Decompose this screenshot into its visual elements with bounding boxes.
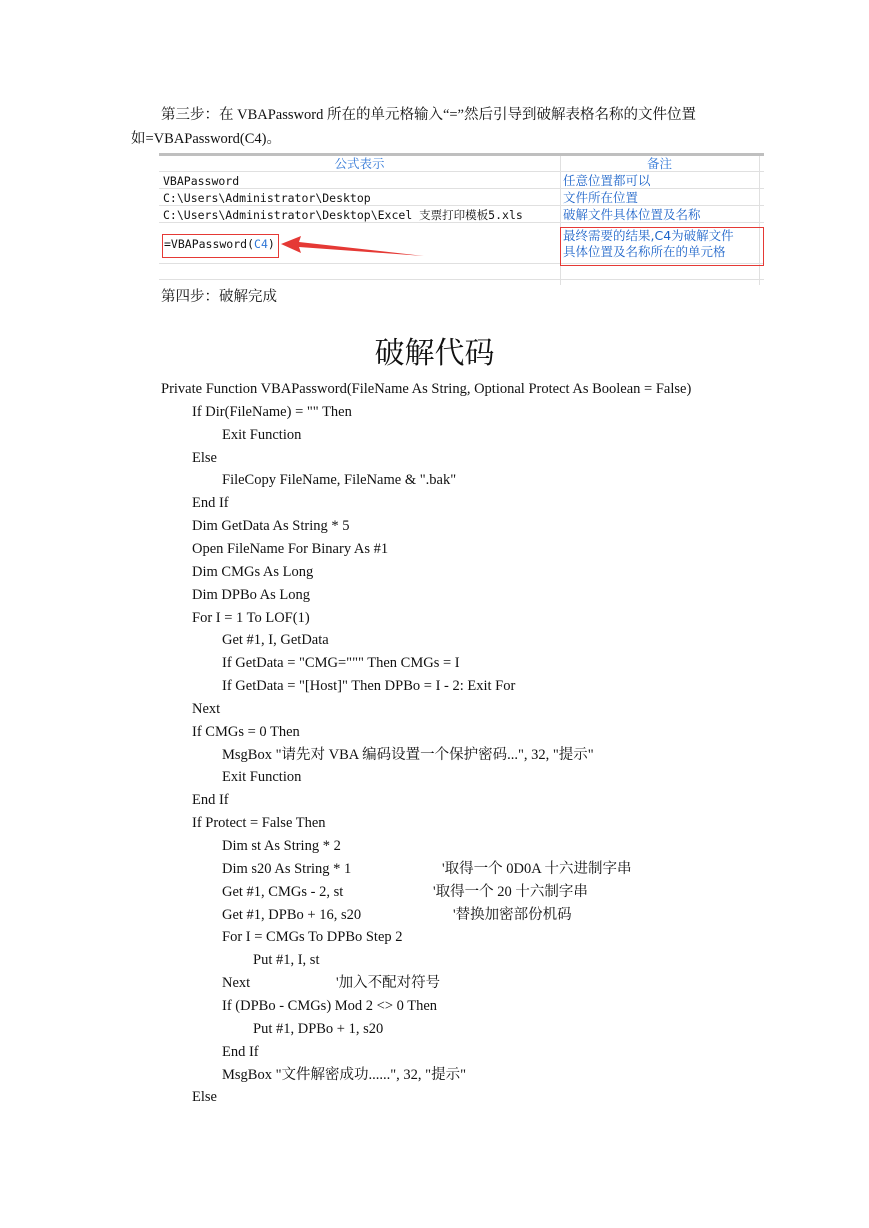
code-line: Dim CMGs As Long: [192, 563, 314, 580]
code-line: Else: [192, 449, 217, 466]
code-line: For I = CMGs To DPBo Step 2: [222, 929, 403, 946]
code-line: End If: [192, 792, 229, 809]
formula-suffix: ): [267, 237, 275, 251]
sheet-cell-formula-1: VBAPassword: [163, 174, 240, 188]
sheet-cell-formula-3: C:\Users\Administrator\Desktop\Excel 支票打印模板5.xls: [163, 208, 523, 222]
code-line: Put #1, I, st: [253, 952, 320, 969]
code-comment: '替换加密部份机码: [453, 906, 572, 923]
sheet-cell-note-final-line2: 具体位置及名称所在的单元格: [563, 244, 726, 259]
code-line: Exit Function: [222, 426, 302, 443]
code-line: Private Function VBAPassword(FileName As String, Optional Protect As Boolean = False): [161, 381, 692, 397]
code-line: End If: [222, 1043, 259, 1060]
sheet-header-formula: 公式表示: [334, 156, 385, 171]
step3-text-line1: 第三步：在 VBAPassword 所在的单元格输入“=”然后引导到破解表格名称的文件位置: [161, 107, 696, 123]
code-line: Dim GetData As String * 5: [192, 518, 350, 535]
code-line: Dim st As String * 2: [222, 838, 341, 854]
code-comment: '取得一个 20 十六制字串: [433, 883, 588, 900]
code-line: Next: [192, 700, 221, 717]
code-line: Get #1, I, GetData: [222, 632, 329, 649]
code-line: If (DPBo - CMGs) Mod 2 <> 0 Then: [222, 997, 438, 1014]
code-line: Open FileName For Binary As #1: [192, 540, 389, 557]
code-comment: '加入不配对符号: [336, 975, 441, 992]
code-line: Else: [192, 1089, 217, 1106]
code-line: Put #1, DPBo + 1, s20: [253, 1020, 384, 1037]
code-comment: '取得一个 0D0A 十六进制字串: [442, 860, 632, 877]
step4-text: 第四步：破解完成: [161, 289, 277, 305]
code-line: If GetData = "[Host]" Then DPBo = I - 2: Exit For: [222, 678, 516, 695]
sheet-cell-note-final-line1: 最终需要的结果,C4为破解文件: [563, 228, 734, 243]
code-title: 破解代码: [374, 336, 495, 371]
code-line: Dim s20 As String * 1: [222, 860, 352, 877]
code-line: If Protect = False Then: [192, 815, 326, 832]
code-line: Exit Function: [222, 769, 302, 786]
code-line: If Dir(FileName) = "" Then: [192, 403, 352, 420]
sheet-cell-formula-2: C:\Users\Administrator\Desktop: [163, 191, 371, 205]
red-arrow-icon: [279, 236, 429, 258]
code-line: Get #1, CMGs - 2, st: [222, 883, 344, 900]
code-line: End If: [192, 495, 229, 512]
code-line: Next: [222, 975, 251, 992]
code-line: Get #1, DPBo + 16, s20: [222, 906, 362, 923]
sheet-cell-formula-final: [164, 237, 275, 252]
code-line: If GetData = "CMG=""" Then CMGs = I: [222, 655, 460, 672]
code-line: Dim DPBo As Long: [192, 586, 311, 603]
sheet-cell-note-3: 破解文件具体位置及名称: [563, 207, 701, 222]
sheet-cell-note-1: 任意位置都可以: [563, 173, 651, 188]
spreadsheet-screenshot: [159, 153, 764, 285]
sheet-cell-note-2: 文件所在位置: [563, 190, 639, 205]
code-line: MsgBox "请先对 VBA 编码设置一个保护密码...", 32, "提示": [222, 746, 594, 763]
code-line: For I = 1 To LOF(1): [192, 609, 310, 626]
formula-prefix: =VBAPassword(: [164, 237, 255, 251]
formula-ref: C4: [254, 237, 268, 251]
code-line: MsgBox "文件解密成功......", 32, "提示": [222, 1066, 467, 1083]
code-line: FileCopy FileName, FileName & ".bak": [222, 472, 457, 489]
sheet-header-note: 备注: [646, 156, 672, 171]
step3-text-line2: 如=VBAPassword(C4)。: [131, 131, 281, 147]
code-line: If CMGs = 0 Then: [192, 723, 300, 740]
